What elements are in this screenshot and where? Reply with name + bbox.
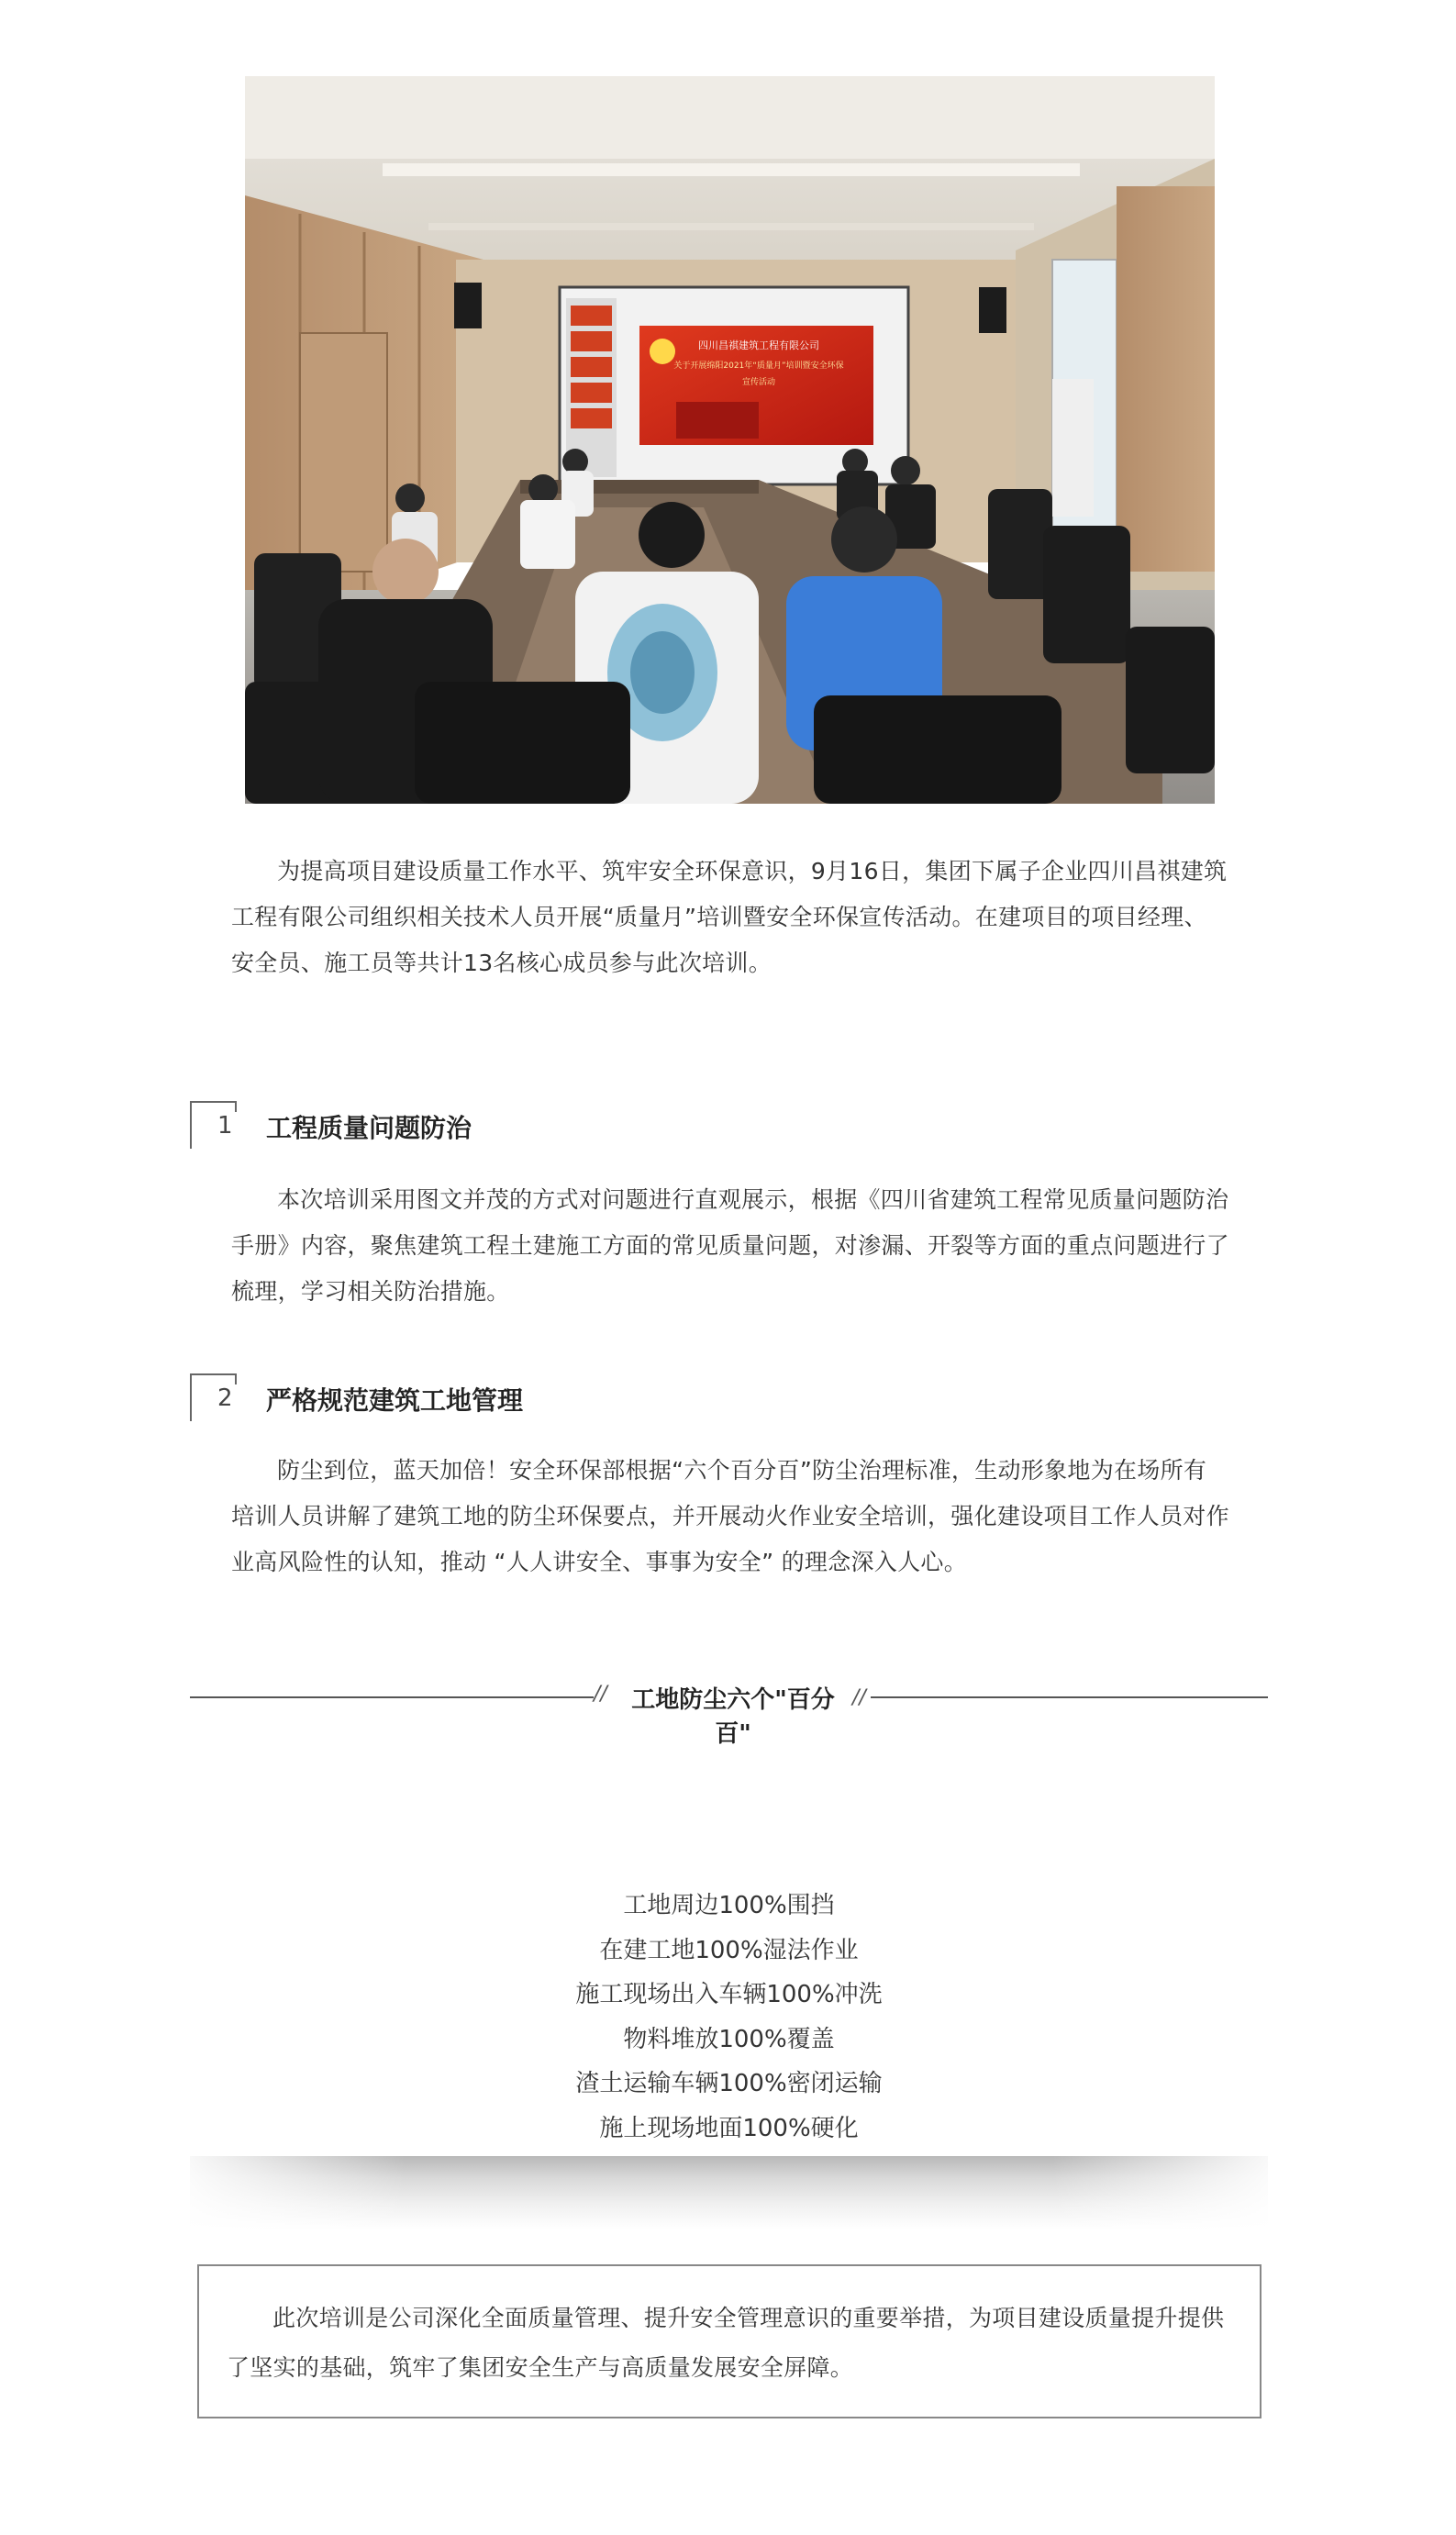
divider-line-left	[190, 1696, 594, 1698]
shadow-band	[190, 2156, 1268, 2229]
section-number: 2	[217, 1384, 233, 1412]
divider-slash-right: //	[852, 1686, 866, 1709]
section-frame-tick	[235, 1373, 237, 1384]
svg-text:关于开展绵阳2021年“质量月”培训暨安全环保: 关于开展绵阳2021年“质量月”培训暨安全环保	[673, 361, 844, 371]
list-item: 物料堆放100%覆盖	[623, 2025, 835, 2053]
divider-slash-left: //	[594, 1683, 607, 1706]
list-item: 施工现场出入车辆100%冲洗	[575, 1981, 883, 2008]
section-number: 1	[217, 1112, 233, 1140]
six-hundred-percent-list	[190, 1884, 1268, 2151]
divider-line-right	[871, 1696, 1268, 1698]
list-item: 在建工地100%湿法作业	[599, 1936, 859, 1964]
meeting-photo-illustration	[245, 76, 1215, 804]
intro-paragraph: 为提高项目建设质量工作水平、筑牢安全环保意识，9月16日，集团下属子企业四川昌祺建筑工程有限公司组织相关技术人员开展“质量月”培训暨安全环保宣传活动。在建项目的项目经理、安全员、施工员等共计13名核心成员参与此次培训。	[231, 858, 1228, 976]
section-heading-1	[190, 1101, 740, 1149]
section-1-body: 本次培训采用图文并茂的方式对问题进行直观展示，根据《四川省建筑工程常见质量问题防治手册》内容，聚焦建筑工程土建施工方面的常见质量问题，对渗漏、开裂等方面的重点问题进行了梳理，学习相关防治措施。	[231, 1186, 1229, 1305]
meeting-photo	[245, 76, 1215, 804]
svg-text:四川昌祺建筑工程有限公司: 四川昌祺建筑工程有限公司	[698, 339, 819, 351]
list-item: 施上现场地面100%硬化	[599, 2114, 859, 2142]
section-title: 严格规范建筑工地管理	[266, 1385, 524, 1416]
list-item: 工地周边100%围挡	[623, 1892, 835, 1919]
section-heading-2	[190, 1373, 740, 1421]
divider-title: 工地防尘六个"百分百"	[631, 1686, 835, 1748]
section-2-body: 防尘到位，蓝天加倍！安全环保部根据“六个百分百”防尘治理标准，生动形象地为在场所有培训人员讲解了建筑工地的防尘环保要点，并开展动火作业安全培训，强化建设项目工作人员对作业高风险性的认知，推动 “人人讲安全、事事为安全” 的理念深入人心。	[231, 1457, 1229, 1575]
list-item: 渣土运输车辆100%密闭运输	[575, 2070, 883, 2097]
closing-box	[197, 2264, 1261, 2418]
six-hundred-percent-divider	[190, 1679, 1268, 1748]
svg-text:宣传活动: 宣传活动	[741, 378, 776, 387]
section-frame-tick	[235, 1101, 237, 1112]
closing-paragraph: 此次培训是公司深化全面质量管理、提升安全管理意识的重要举措，为项目建设质量提升提供了坚实的基础，筑牢了集团安全生产与高质量发展安全屏障。	[227, 2305, 1225, 2381]
section-title: 工程质量问题防治	[266, 1113, 472, 1143]
